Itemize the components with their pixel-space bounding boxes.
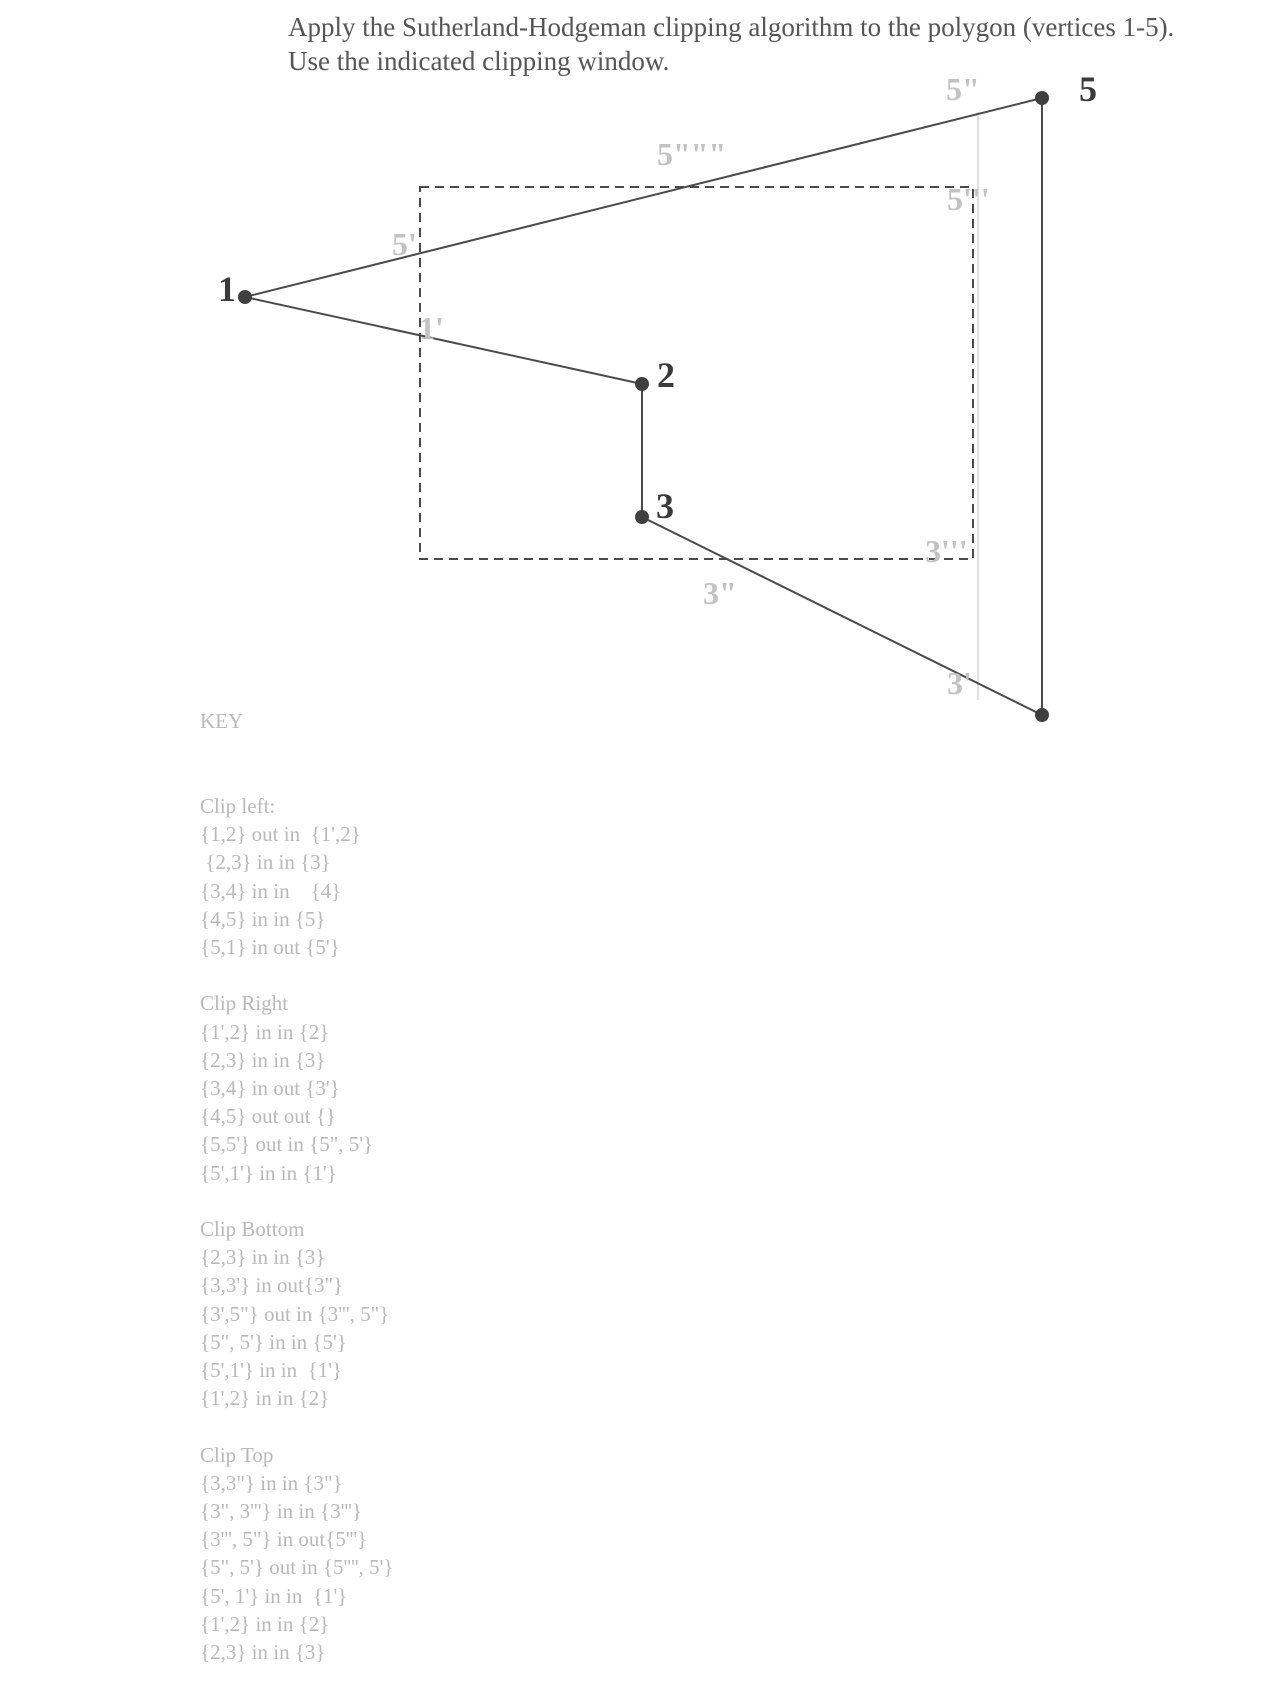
key-section-title: Clip Right: [200, 991, 289, 1016]
key-section: [200, 1441, 394, 1667]
vertices: [238, 91, 1049, 722]
key-line: {3,3'} in out{3"}: [200, 1273, 344, 1298]
clip-label-3-double-prime: 3": [703, 575, 737, 611]
key-line: {3,4} in in {4}: [200, 878, 342, 903]
key-line: {1',2} in in {2}: [200, 1611, 330, 1636]
key-line: {4,5} in in {5}: [200, 906, 326, 931]
edge-5-1: [245, 98, 1042, 297]
clipping-window: [420, 187, 973, 559]
vertex-3: [635, 510, 649, 524]
key-section-title: Clip Bottom: [200, 1217, 305, 1242]
key-section: [200, 1215, 394, 1412]
key-line: {3,3"} in in {3"}: [200, 1470, 343, 1495]
key-line: {3,4} in out {3'}: [200, 1076, 340, 1101]
vertex-2: [635, 377, 649, 391]
vertex-label-1: 1: [218, 269, 236, 309]
key-section-title: Clip left:: [200, 794, 276, 819]
key-section: [200, 989, 394, 1186]
key-section-title: Clip Top: [200, 1442, 274, 1467]
key-line: {5", 5'} in in {5'}: [200, 1329, 347, 1354]
key-line: {4,5} out out {}: [200, 1104, 336, 1129]
key-section: [200, 792, 394, 961]
vertex-label-5: 5: [1079, 69, 1097, 109]
clip-label-3-prime: 3': [947, 665, 972, 701]
vertex-4: [1035, 708, 1049, 722]
key-line: {5", 5'} out in {5'''', 5'}: [200, 1555, 394, 1580]
clip-label-5-triple-prime: 5''': [947, 181, 990, 217]
edge-3-4: [642, 517, 1042, 715]
key-line: {2,3} in in {3}: [200, 850, 331, 875]
key-line: {3", 3'''} in in {3'''}: [200, 1499, 363, 1524]
key-line: {5', 1'} in in {1'}: [200, 1583, 348, 1608]
key-line: {2,3} in in {3}: [200, 1640, 326, 1665]
vertex-label-3: 3: [656, 486, 674, 526]
key-line: {1,2} out in {1',2}: [200, 822, 361, 847]
vertex-1: [238, 290, 252, 304]
vertex-5: [1035, 91, 1049, 105]
vertex-label-2: 2: [657, 355, 675, 395]
clip-label-5-prime: 5': [392, 226, 417, 262]
key-line: {5',1'} in in {1'}: [200, 1160, 337, 1185]
instructions-line-2: Use the indicated clipping window.: [288, 46, 670, 76]
key-line: {2,3} in in {3}: [200, 1245, 326, 1270]
key: [200, 651, 394, 1694]
key-line: {2,3} in in {3}: [200, 1047, 326, 1072]
key-line: {5,5'} out in {5", 5'}: [200, 1132, 374, 1157]
key-heading: KEY: [200, 709, 244, 734]
key-line: {5',1'} in in {1'}: [200, 1358, 343, 1383]
instructions-line-1: Apply the Sutherland-Hodgeman clipping algorithm to the polygon (vertices 1-5).: [288, 12, 1175, 42]
key-line: {1',2} in in {2}: [200, 1386, 330, 1411]
key-line: {1',2} in in {2}: [200, 1019, 330, 1044]
clip-label-5-quad-prime: 5""": [657, 136, 727, 172]
polygon: [245, 98, 1042, 715]
key-line: {3',5"} out in {3''', 5"}: [200, 1301, 390, 1326]
key-line: {3''', 5"} in out{5'''}: [200, 1527, 368, 1552]
key-sections: [200, 792, 394, 1666]
clip-label-3-triple-prime: 3''': [925, 533, 968, 569]
key-line: {5,1} in out {5'}: [200, 935, 340, 960]
clip-label-1-prime: 1': [419, 310, 444, 346]
clip-label-5-double-prime: 5": [946, 71, 980, 107]
